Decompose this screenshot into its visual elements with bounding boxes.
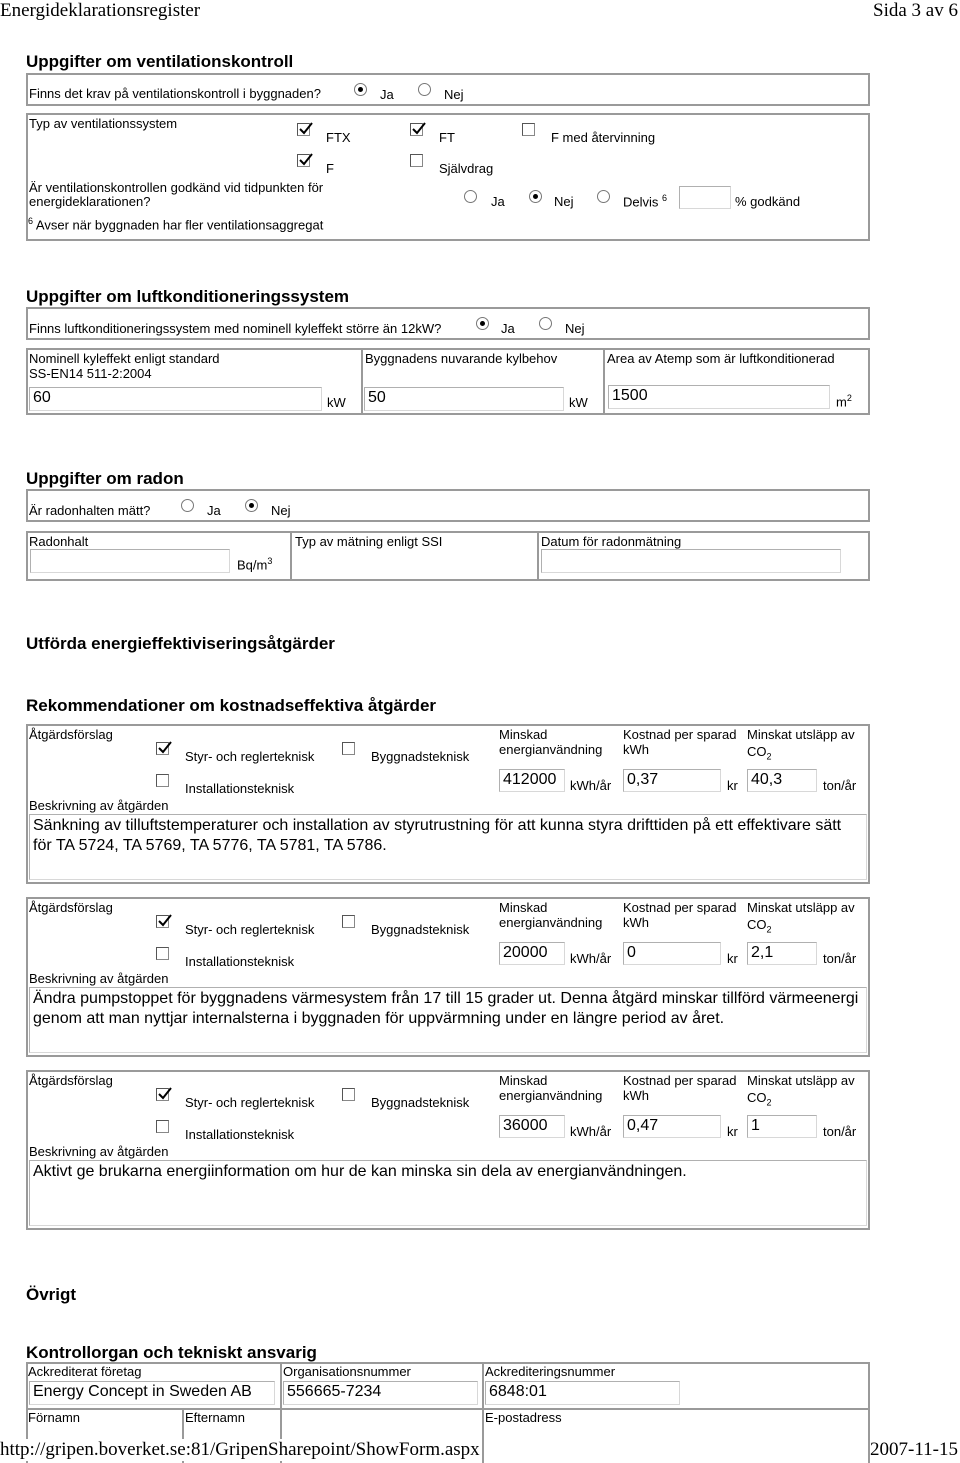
cooling-demand-unit: kW <box>569 395 588 410</box>
measure-1-styr-label: Styr- och reglerteknisk <box>185 749 315 764</box>
measure-3-co2-label1: Minskat utsläpp av <box>747 1073 855 1088</box>
measure-3-bygg-checkbox[interactable] <box>342 1088 355 1101</box>
measure-1-cost-label2: kWh <box>623 742 649 757</box>
ftx-label: FTX <box>326 130 351 145</box>
measure-1-bygg-checkbox[interactable] <box>342 742 355 755</box>
ventilation-question: Finns det krav på ventilationskontroll i byggnaden? <box>29 86 321 101</box>
approved-question-line2: energideklarationen? <box>29 194 151 209</box>
company-label: Ackrediterat företag <box>28 1364 142 1379</box>
measure-1-energy-label2: energianvändning <box>499 742 603 757</box>
measure-3-co2-input[interactable]: 1 <box>747 1115 817 1138</box>
measure-1-atgard-label: Åtgärdsförslag <box>29 727 113 742</box>
document-title: Energideklarationsregister <box>0 0 201 21</box>
ventilation-ja-label: Ja <box>380 87 394 102</box>
page-number: Sida 3 av 6 <box>873 0 958 21</box>
measure-2-description: Ändra pumpstoppet för byggnadens värmesystem från 17 till 15 grader ut. Denna åtgärd minskar tillförd värmeenergi genom att man nyttjar internalsterna i byggnaden för uppvärmning under en längre period av året. <box>33 990 859 1027</box>
radon-ja-radio[interactable] <box>181 499 194 512</box>
email-label: E-postadress <box>485 1410 562 1425</box>
measure-2-bygg-label: Byggnadsteknisk <box>371 922 470 937</box>
measure-2-co2-unit: ton/år <box>823 951 857 966</box>
measure-1-co2-label2: $CO_2$ <box>747 744 772 762</box>
measure-1-cost-unit: kr <box>727 778 738 793</box>
ventilation-type-label: Typ av ventilationssystem <box>29 116 178 131</box>
measure-1-description: Sänkning av tilluftstemperaturer och installation av styrutrustning för att kunna styra drifttiden på ett effektivare sätt för TA 5724, TA 5769, TA 5776, TA 5781, TA 5786. <box>33 817 842 854</box>
measure-3-cost-input[interactable]: 0,47 <box>623 1115 721 1138</box>
measure-2-cost-unit: kr <box>727 951 738 966</box>
measure-2-bygg-checkbox[interactable] <box>342 915 355 928</box>
approved-delvis-radio[interactable] <box>597 190 610 203</box>
cooling-demand-input[interactable]: 50 <box>364 387 564 411</box>
approved-delvis-label: Delvis $^6$ <box>623 193 668 210</box>
radon-level-input[interactable] <box>30 549 230 573</box>
radon-date-label: Datum för radonmätning <box>541 534 682 549</box>
measure-2-cost-label1: Kostnad per sparad <box>623 900 737 915</box>
sjalvdrag-checkbox[interactable] <box>410 154 423 167</box>
ventilation-nej-radio[interactable] <box>418 83 431 96</box>
measure-1-install-checkbox[interactable] <box>156 774 169 787</box>
ft-label: FT <box>439 130 455 145</box>
ac-col3-label: Area av Atemp som är luftkonditionerad <box>607 351 835 366</box>
measure-3-cost-label1: Kostnad per sparad <box>623 1073 737 1088</box>
radon-ja-label: Ja <box>207 503 221 518</box>
measure-3-energy-label1: Minskad <box>499 1073 548 1088</box>
approved-nej-label: Nej <box>554 194 574 209</box>
ac-col1-label1: Nominell kyleffekt enligt standard <box>29 351 220 366</box>
firstname-label: Förnamn <box>28 1410 81 1425</box>
ac-ja-label: Ja <box>501 321 515 336</box>
radon-level-unit: $Bq/m^3$ <box>237 556 273 573</box>
ft-checkbox[interactable] <box>410 123 423 136</box>
measure-1-co2-label1: Minskat utsläpp av <box>747 727 855 742</box>
cooling-capacity-input[interactable]: 60 <box>29 387 322 411</box>
measure-3-energy-label2: energianvändning <box>499 1088 603 1103</box>
company-input[interactable]: Energy Concept in Sweden AB <box>29 1381 275 1405</box>
measure-2-energy-label1: Minskad <box>499 900 548 915</box>
radon-nej-label: Nej <box>271 503 291 518</box>
f-recovery-checkbox[interactable] <box>522 123 535 136</box>
other-heading: Övrigt <box>26 1285 77 1304</box>
ac-question: Finns luftkonditioneringssystem med nominell kyleffekt större än 12kW? <box>29 321 442 336</box>
footer-url: http://gripen.boverket.se:81/GripenSharepoint/ShowForm.aspx <box>0 1439 480 1460</box>
footnote: $^6$ Avser när byggnaden har fler ventilationsaggregat <box>28 216 324 233</box>
measure-2-description-label: Beskrivning av åtgärden <box>29 971 169 986</box>
ventilation-nej-label: Nej <box>444 87 464 102</box>
ac-col2-label: Byggnadens nuvarande kylbehov <box>365 351 558 366</box>
measure-1-bygg-label: Byggnadsteknisk <box>371 749 470 764</box>
measure-1-energy-label1: Minskad <box>499 727 548 742</box>
measure-3-energy-unit: kWh/år <box>570 1124 612 1139</box>
accnr-label: Ackrediteringsnummer <box>485 1364 616 1379</box>
approved-ja-label: Ja <box>491 194 505 209</box>
measure-2-energy-label2: energianvändning <box>499 915 603 930</box>
measure-3-co2-label2: $CO_2$ <box>747 1090 772 1108</box>
percent-approved-input[interactable] <box>679 186 731 209</box>
ac-nej-radio[interactable] <box>539 317 552 330</box>
measure-1-co2-unit: ton/år <box>823 778 857 793</box>
radon-heading: Uppgifter om radon <box>26 469 184 488</box>
f-checkbox[interactable] <box>297 154 310 167</box>
measure-3-energy-input[interactable]: 36000 <box>499 1115 565 1138</box>
conditioned-area-input[interactable]: 1500 <box>608 385 830 409</box>
measure-1-cost-input[interactable]: 0,37 <box>623 769 721 792</box>
radon-question-row <box>26 489 870 522</box>
measure-3-bygg-label: Byggnadsteknisk <box>371 1095 470 1110</box>
sjalvdrag-label: Självdrag <box>439 161 494 176</box>
measure-3-atgard-label: Åtgärdsförslag <box>29 1073 113 1088</box>
radon-nej-radio[interactable] <box>245 499 258 512</box>
measure-1-energy-unit: kWh/år <box>570 778 612 793</box>
ventilation-ja-radio[interactable] <box>354 83 367 96</box>
measure-2-energy-input[interactable]: 20000 <box>499 942 565 965</box>
measure-3-styr-label: Styr- och reglerteknisk <box>185 1095 315 1110</box>
conditioned-area-unit: $m^2$ <box>836 393 852 410</box>
ac-ja-radio[interactable] <box>476 317 489 330</box>
measure-2-styr-label: Styr- och reglerteknisk <box>185 922 315 937</box>
f-label: F <box>326 161 334 176</box>
radon-question: Är radonhalten mätt? <box>29 503 151 518</box>
measures-heading: Utförda energieffektiviseringsåtgärder <box>26 634 335 653</box>
ftx-checkbox[interactable] <box>297 123 310 136</box>
f-recovery-label: F med återvinning <box>551 130 656 145</box>
ac-heading: Uppgifter om luftkonditioneringssystem <box>26 287 350 306</box>
measure-3-install-checkbox[interactable] <box>156 1120 169 1133</box>
measure-2-styr-checkbox[interactable] <box>156 915 169 928</box>
measure-2-atgard-label: Åtgärdsförslag <box>29 900 113 915</box>
measure-2-co2-label2: $CO_2$ <box>747 917 772 935</box>
orgnr-input[interactable]: 556665-7234 <box>283 1381 478 1405</box>
measure-2-co2-label1: Minskat utsläpp av <box>747 900 855 915</box>
measure-2-energy-unit: kWh/år <box>570 951 612 966</box>
ac-col1-label2: SS-EN14 511-2:2004 <box>29 366 152 381</box>
percent-approved-unit: % godkänd <box>735 194 801 209</box>
measure-3-cost-unit: kr <box>727 1124 738 1139</box>
lastname-label: Efternamn <box>185 1410 245 1425</box>
radon-method-label: Typ av mätning enligt SSI <box>295 534 443 549</box>
approved-nej-radio[interactable] <box>529 190 542 203</box>
measure-3-description: Aktivt ge brukarna energiinformation om hur de kan minska sin dela av energianvändningen. <box>33 1163 687 1180</box>
measure-1-energy-input[interactable]: 412000 <box>499 769 565 792</box>
measure-2-co2-input[interactable]: 2,1 <box>747 942 817 965</box>
measure-1-styr-checkbox[interactable] <box>156 742 169 755</box>
measure-3-cost-label2: kWh <box>623 1088 649 1103</box>
accnr-input[interactable]: 6848:01 <box>485 1381 680 1405</box>
ac-nej-label: Nej <box>565 321 585 336</box>
ventilation-heading: Uppgifter om ventilationskontroll <box>26 52 294 71</box>
orgnr-label: Organisationsnummer <box>283 1364 411 1379</box>
recommendations-heading: Rekommendationer om kostnadseffektiva åtgärder <box>26 696 437 715</box>
measure-2-cost-label2: kWh <box>623 915 649 930</box>
footer-date: 2007-11-15 <box>870 1439 958 1460</box>
measure-2-install-label: Installationsteknisk <box>185 954 295 969</box>
measure-3-co2-unit: ton/år <box>823 1124 857 1139</box>
measure-2-cost-input[interactable]: 0 <box>623 942 721 965</box>
measure-3-description-label: Beskrivning av åtgärden <box>29 1144 169 1159</box>
measure-2-install-checkbox[interactable] <box>156 947 169 960</box>
measure-1-co2-input[interactable]: 40,3 <box>747 769 817 792</box>
measure-1-install-label: Installationsteknisk <box>185 781 295 796</box>
radon-date-input[interactable] <box>541 549 841 573</box>
radon-level-label: Radonhalt <box>29 534 89 549</box>
approved-question-line1: Är ventilationskontrollen godkänd vid tidpunkten för <box>29 180 324 195</box>
measure-3-styr-checkbox[interactable] <box>156 1088 169 1101</box>
measure-3-install-label: Installationsteknisk <box>185 1127 295 1142</box>
control-heading: Kontrollorgan och tekniskt ansvarig <box>26 1343 317 1362</box>
approved-ja-radio[interactable] <box>464 190 477 203</box>
measure-1-cost-label1: Kostnad per sparad <box>623 727 737 742</box>
cooling-capacity-unit: kW <box>327 395 346 410</box>
measure-1-description-label: Beskrivning av åtgärden <box>29 798 169 813</box>
